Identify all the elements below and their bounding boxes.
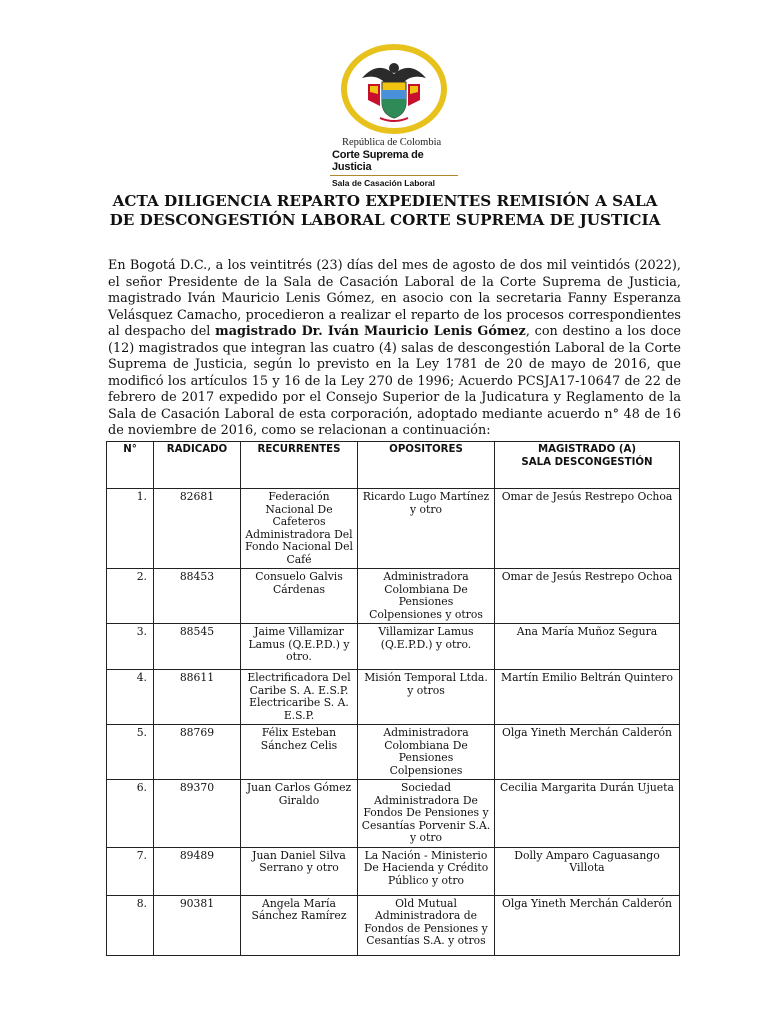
cell-num: 5. xyxy=(107,725,154,780)
cell-opositores: Sociedad Administradora De Fondos De Pensiones y Cesantías Porvenir S.A. y otro xyxy=(358,780,495,848)
table-header-row xyxy=(107,442,680,489)
table-row xyxy=(107,670,680,725)
intro-text-2: , con destino a los doce (12) magistrados que integran las cuatro (4) salas de descongestión Laboral de la Corte Suprema de Justicia, según lo previsto en la Ley 1781 de 20 de mayo de 2016, que modificó los artículos 15 y 16 de la Ley 270 de 1996; Acuerdo PCSJA17-10647 de 22 de febrero de 2017 expedido por el Consejo Superior de la Judicatura y Reglamento de la Sala de Casación Laboral de esta corporación, adoptado mediante acuerdo n° 48 de 16 de noviembre de 2016, como se relacionan a continuación: xyxy=(108,324,681,438)
intro-paragraph xyxy=(108,258,681,440)
cell-num: 6. xyxy=(107,780,154,848)
cell-recurrentes: Juan Daniel Silva Serrano y otro xyxy=(241,847,358,895)
cell-num: 3. xyxy=(107,624,154,670)
cell-radicado: 90381 xyxy=(154,895,241,955)
cell-opositores: Misión Temporal Ltda. y otros xyxy=(358,670,495,725)
col-header-magistrado-line2: SALA DESCONGESTIÓN xyxy=(521,456,653,468)
table-row xyxy=(107,569,680,624)
cell-magistrado: Omar de Jesús Restrepo Ochoa xyxy=(495,569,680,624)
header-sala: Sala de Casación Laboral xyxy=(332,178,435,188)
table-row xyxy=(107,847,680,895)
header-corte: Corte Suprema de Justicia xyxy=(332,149,424,173)
cell-radicado: 88545 xyxy=(154,624,241,670)
table-row xyxy=(107,725,680,780)
cell-magistrado: Dolly Amparo Caguasango Villota xyxy=(495,847,680,895)
cell-radicado: 82681 xyxy=(154,489,241,569)
reparto-table xyxy=(106,441,680,956)
col-header-magistrado xyxy=(495,442,680,489)
cell-opositores: La Nación - Ministerio De Hacienda y Crédito Público y otro xyxy=(358,847,495,895)
coat-of-arms-seal-icon xyxy=(340,44,448,134)
cell-num: 8. xyxy=(107,895,154,955)
cell-recurrentes: Federación Nacional De Cafeteros Administradora Del Fondo Nacional Del Café xyxy=(241,489,358,569)
cell-recurrentes: Angela María Sánchez Ramírez xyxy=(241,895,358,955)
cell-radicado: 89489 xyxy=(154,847,241,895)
cell-magistrado: Ana María Muñoz Segura xyxy=(495,624,680,670)
cell-recurrentes: Electrificadora Del Caribe S. A. E.S.P. Electricaribe S. A. E.S.P. xyxy=(241,670,358,725)
cell-opositores: Villamizar Lamus (Q.E.P.D.) y otro. xyxy=(358,624,495,670)
document-title: ACTA DILIGENCIA REPARTO EXPEDIENTES REMISIÓN A SALA DE DESCONGESTIÓN LABORAL CORTE SUPREMA DE JUSTICIA xyxy=(109,192,661,229)
col-header-magistrado-line1: MAGISTRADO (A) xyxy=(537,444,637,455)
cell-magistrado: Olga Yineth Merchán Calderón xyxy=(495,725,680,780)
cell-radicado: 88769 xyxy=(154,725,241,780)
cell-magistrado: Cecilia Margarita Durán Ujueta xyxy=(495,780,680,848)
cell-opositores: Ricardo Lugo Martínez y otro xyxy=(358,489,495,569)
cell-magistrado: Omar de Jesús Restrepo Ochoa xyxy=(495,489,680,569)
letterhead xyxy=(0,40,768,188)
header-republica: República de Colombia xyxy=(342,137,442,148)
cell-opositores: Administradora Colombiana De Pensiones Colpensiones y otros xyxy=(358,569,495,624)
table-row xyxy=(107,624,680,670)
col-header-num: N° xyxy=(107,442,154,489)
cell-recurrentes: Félix Esteban Sánchez Celis xyxy=(241,725,358,780)
intro-bold-magistrate: magistrado Dr. Iván Mauricio Lenis Gómez xyxy=(215,324,526,339)
header-divider xyxy=(330,175,458,176)
cell-radicado: 88453 xyxy=(154,569,241,624)
cell-radicado: 89370 xyxy=(154,780,241,848)
table-row xyxy=(107,489,680,569)
cell-magistrado: Martín Emilio Beltrán Quintero xyxy=(495,670,680,725)
cell-num: 7. xyxy=(107,847,154,895)
table-row xyxy=(107,780,680,848)
cell-num: 1. xyxy=(107,489,154,569)
cell-num: 2. xyxy=(107,569,154,624)
cell-recurrentes: Juan Carlos Gómez Giraldo xyxy=(241,780,358,848)
table-row xyxy=(107,895,680,955)
col-header-opositores: OPOSITORES xyxy=(358,442,495,489)
cell-radicado: 88611 xyxy=(154,670,241,725)
col-header-radicado: RADICADO xyxy=(154,442,241,489)
cell-recurrentes: Jaime Villamizar Lamus (Q.E.P.D.) y otro. xyxy=(241,624,358,670)
cell-opositores: Administradora Colombiana De Pensiones Colpensiones xyxy=(358,725,495,780)
col-header-recurrentes: RECURRENTES xyxy=(241,442,358,489)
cell-recurrentes: Consuelo Galvis Cárdenas xyxy=(241,569,358,624)
intro-text-1: En Bogotá D.C., a los veintitrés (23) días del mes de agosto de dos mil veintidós (2022), el señor Presidente de la Sala de Casación Laboral de la Corte Suprema de Justicia, magistrado Iván Mauricio Lenis Gómez, en asocio con la secretaria Fanny Esperanza Velásquez Camacho, procedieron a realizar el reparto de los procesos correspondientes al despacho del xyxy=(108,258,681,339)
cell-num: 4. xyxy=(107,670,154,725)
cell-magistrado: Olga Yineth Merchán Calderón xyxy=(495,895,680,955)
cell-opositores: Old Mutual Administradora de Fondos de Pensiones y Cesantías S.A. y otros xyxy=(358,895,495,955)
